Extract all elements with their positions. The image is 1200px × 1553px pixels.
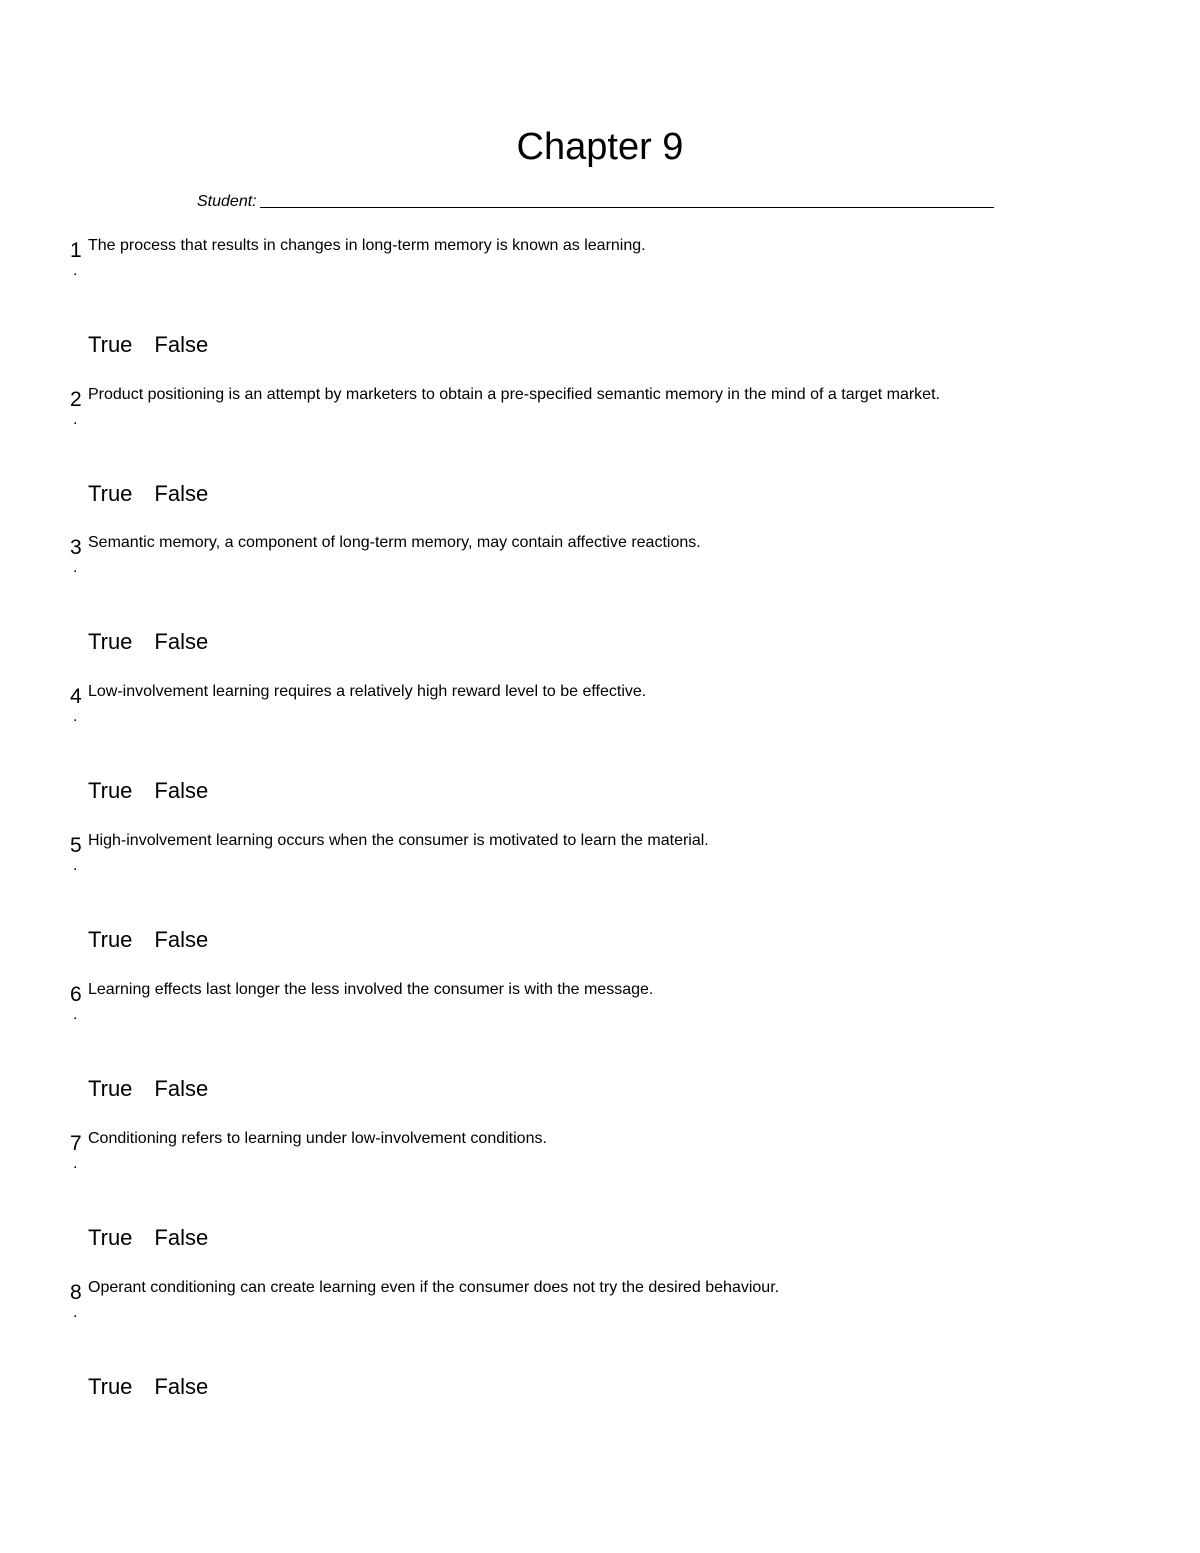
question-number-dot: . xyxy=(73,1006,78,1023)
answer-true[interactable]: True xyxy=(88,481,133,506)
question-number: 7 xyxy=(70,1132,82,1155)
answer-options xyxy=(88,1224,208,1252)
question-number-dot: . xyxy=(73,559,78,576)
question-text: Conditioning refers to learning under low-involvement conditions. xyxy=(88,1130,547,1147)
question-number-dot: . xyxy=(73,1304,78,1321)
question-number-dot: . xyxy=(73,262,78,279)
student-label: Student: xyxy=(197,193,257,210)
student-name-line[interactable] xyxy=(260,206,994,208)
answer-true[interactable]: True xyxy=(88,629,133,654)
answer-true[interactable]: True xyxy=(88,1374,133,1399)
answer-false[interactable]: False xyxy=(154,629,209,654)
question-text: Semantic memory, a component of long-term memory, may contain affective reactions. xyxy=(88,534,701,551)
page-title: Chapter 9 xyxy=(516,126,684,168)
question-number-dot: . xyxy=(73,411,78,428)
answer-false[interactable]: False xyxy=(154,1225,209,1250)
question-number: 8 xyxy=(70,1281,82,1304)
question-text: The process that results in changes in long-term memory is known as learning. xyxy=(88,237,646,254)
answer-false[interactable]: False xyxy=(154,332,209,357)
question-number-dot: . xyxy=(73,857,78,874)
answer-true[interactable]: True xyxy=(88,1076,133,1101)
question-text: Low-involvement learning requires a relatively high reward level to be effective. xyxy=(88,683,647,700)
question-number: 2 xyxy=(70,388,82,411)
answer-true[interactable]: True xyxy=(88,927,133,952)
answer-false[interactable]: False xyxy=(154,1076,209,1101)
question-text: Learning effects last longer the less involved the consumer is with the message. xyxy=(88,981,654,998)
answer-false[interactable]: False xyxy=(154,481,209,506)
answer-options xyxy=(88,926,208,954)
question-number: 5 xyxy=(70,834,82,857)
answer-true[interactable]: True xyxy=(88,1225,133,1250)
question-number: 4 xyxy=(70,685,82,708)
answer-false[interactable]: False xyxy=(154,927,209,952)
answer-options xyxy=(88,628,208,656)
answer-options xyxy=(88,1373,208,1401)
question-number: 1 xyxy=(70,239,82,262)
question-number-dot: . xyxy=(73,708,78,725)
question-number: 6 xyxy=(70,983,82,1006)
question-text: Operant conditioning can create learning even if the consumer does not try the desired behaviour. xyxy=(88,1279,780,1296)
answer-false[interactable]: False xyxy=(154,778,209,803)
answer-options xyxy=(88,480,208,508)
answer-options xyxy=(88,1075,208,1103)
answer-options xyxy=(88,331,208,359)
question-number: 3 xyxy=(70,536,82,559)
answer-true[interactable]: True xyxy=(88,332,133,357)
question-text: High-involvement learning occurs when the consumer is motivated to learn the material. xyxy=(88,832,709,849)
question-text: Product positioning is an attempt by marketers to obtain a pre-specified semantic memory in the mind of a target market. xyxy=(88,386,940,403)
student-name-field[interactable] xyxy=(197,191,994,213)
answer-false[interactable]: False xyxy=(154,1374,209,1399)
answer-true[interactable]: True xyxy=(88,778,133,803)
question-number-dot: . xyxy=(73,1155,78,1172)
answer-options xyxy=(88,777,208,805)
